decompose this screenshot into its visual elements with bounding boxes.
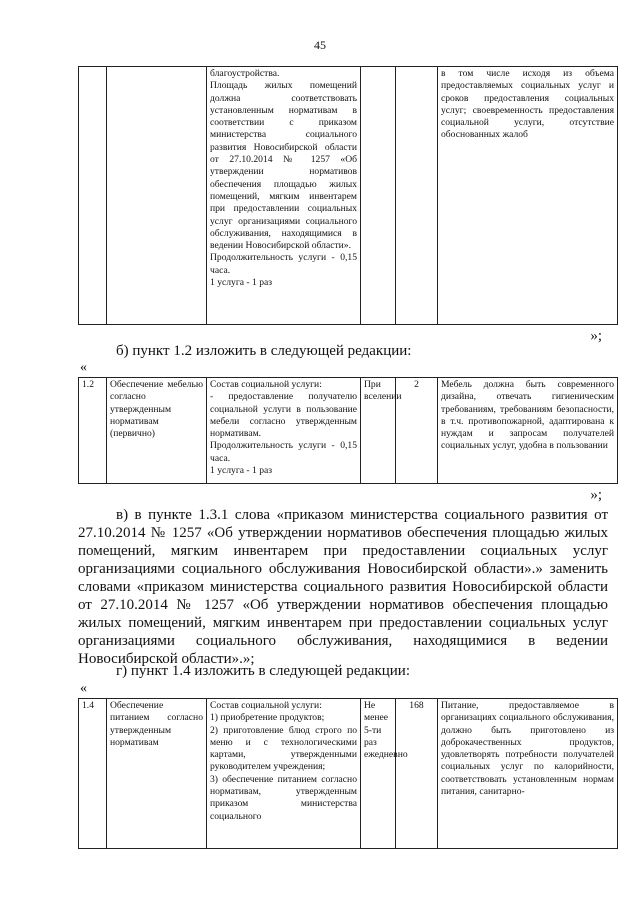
cell-name (107, 67, 207, 325)
heading-item-b: б) пункт 1.2 изложить в следующей редакции: (116, 343, 412, 359)
row-number: 1.4 (79, 699, 107, 849)
service-name: Обеспечение питанием согласно утвержденным нормативам (107, 699, 207, 849)
row-number: 1.2 (79, 378, 107, 484)
service-quality: Питание, предоставляемое в организациях социального обслуживания, должно быть приготовлено из доброкачественных продуктов, удовлетворять потребности получателей социальных услуг по калорийности, соответствовать установленным нормам питания, санитарно- (438, 699, 618, 849)
service-name: Обеспечение мебелью согласно утвержденным нормативам (первично) (107, 378, 207, 484)
cell-composition: благоустройства. Площадь жилых помещений должна соответствовать установленным нормативам в соответствии с приказом министерства социального развития Новосибирской области от 27.10.2014 № 1257 «Об утверждении нормативов обеспечения площадью жилых помещений, мягким инвентарем при предоставлении социальных услуг организациями социального обслуживания, находящимися в ведении Новосибирской области». Продолжительность услуги - 0,15 часа. 1 услуга - 1 раз (207, 67, 361, 325)
heading-item-g: г) пункт 1.4 изложить в следующей редакции: (116, 663, 410, 679)
paragraph-item-v: в) в пункте 1.3.1 слова «приказом министерства социального развития от 27.10.2014 № 1257 «Об утверждении нормативов обеспечения площадью жилых помещений, мягким инвентарем при предоставлении социальных услуг организациями социального обслуживания Новосибирской области».» заменить словами «приказом министерства социального развития Новосибирской области от 27.10.2014 № 1257 «Об утверждении нормативов обеспечения площадью жилых помещений, мягким инвентарем при предоставлении социальных услуг организациями социального обслуживания, находящимися в ведении Новосибирской области».»; (78, 507, 608, 667)
opening-quote-2: « (80, 681, 87, 696)
cell-tariff (396, 67, 438, 325)
closing-quote-2: »; (590, 487, 602, 503)
services-table-continued (78, 66, 618, 325)
opening-quote-1: « (80, 360, 87, 375)
service-term: При вселении (361, 378, 396, 484)
service-composition: Состав социальной услуги: - предоставление получателю социальной услуги в пользование мебели согласно утвержденным нормативам. Продолжительность услуги - 0,15 часа. 1 услуга - 1 раз (207, 378, 361, 484)
cell-term (361, 67, 396, 325)
services-table-1-2 (78, 377, 618, 484)
service-term: Не менее 5-ти раз ежедневно (361, 699, 396, 849)
page-number: 45 (314, 38, 326, 52)
cell-num (79, 67, 107, 325)
service-tariff: 2 (396, 378, 438, 484)
service-tariff: 168 (396, 699, 438, 849)
services-table-1-4 (78, 698, 618, 849)
service-quality: Мебель должна быть современного дизайна, отвечать гигиеническим требованиям, требованиям безопасности, в т.ч. противопожарной, адаптирована к нуждам и запросам получателей социальных услуг, удобна в пользовании (438, 378, 618, 484)
service-composition: Состав социальной услуги: 1) приобретение продуктов; 2) приготовление блюд строго по меню и с технологическими картами, утвержденными руководителем учреждения; 3) обеспечение питанием согласно нормативам, утвержденным приказом министерства социального (207, 699, 361, 849)
closing-quote-1: »; (590, 328, 602, 344)
cell-quality: в том числе исходя из объема предоставляемых социальных услуг и сроков предоставления социальных услуг; своевременность предоставления социальной услуги, отсутствие обоснованных жалоб (438, 67, 618, 325)
